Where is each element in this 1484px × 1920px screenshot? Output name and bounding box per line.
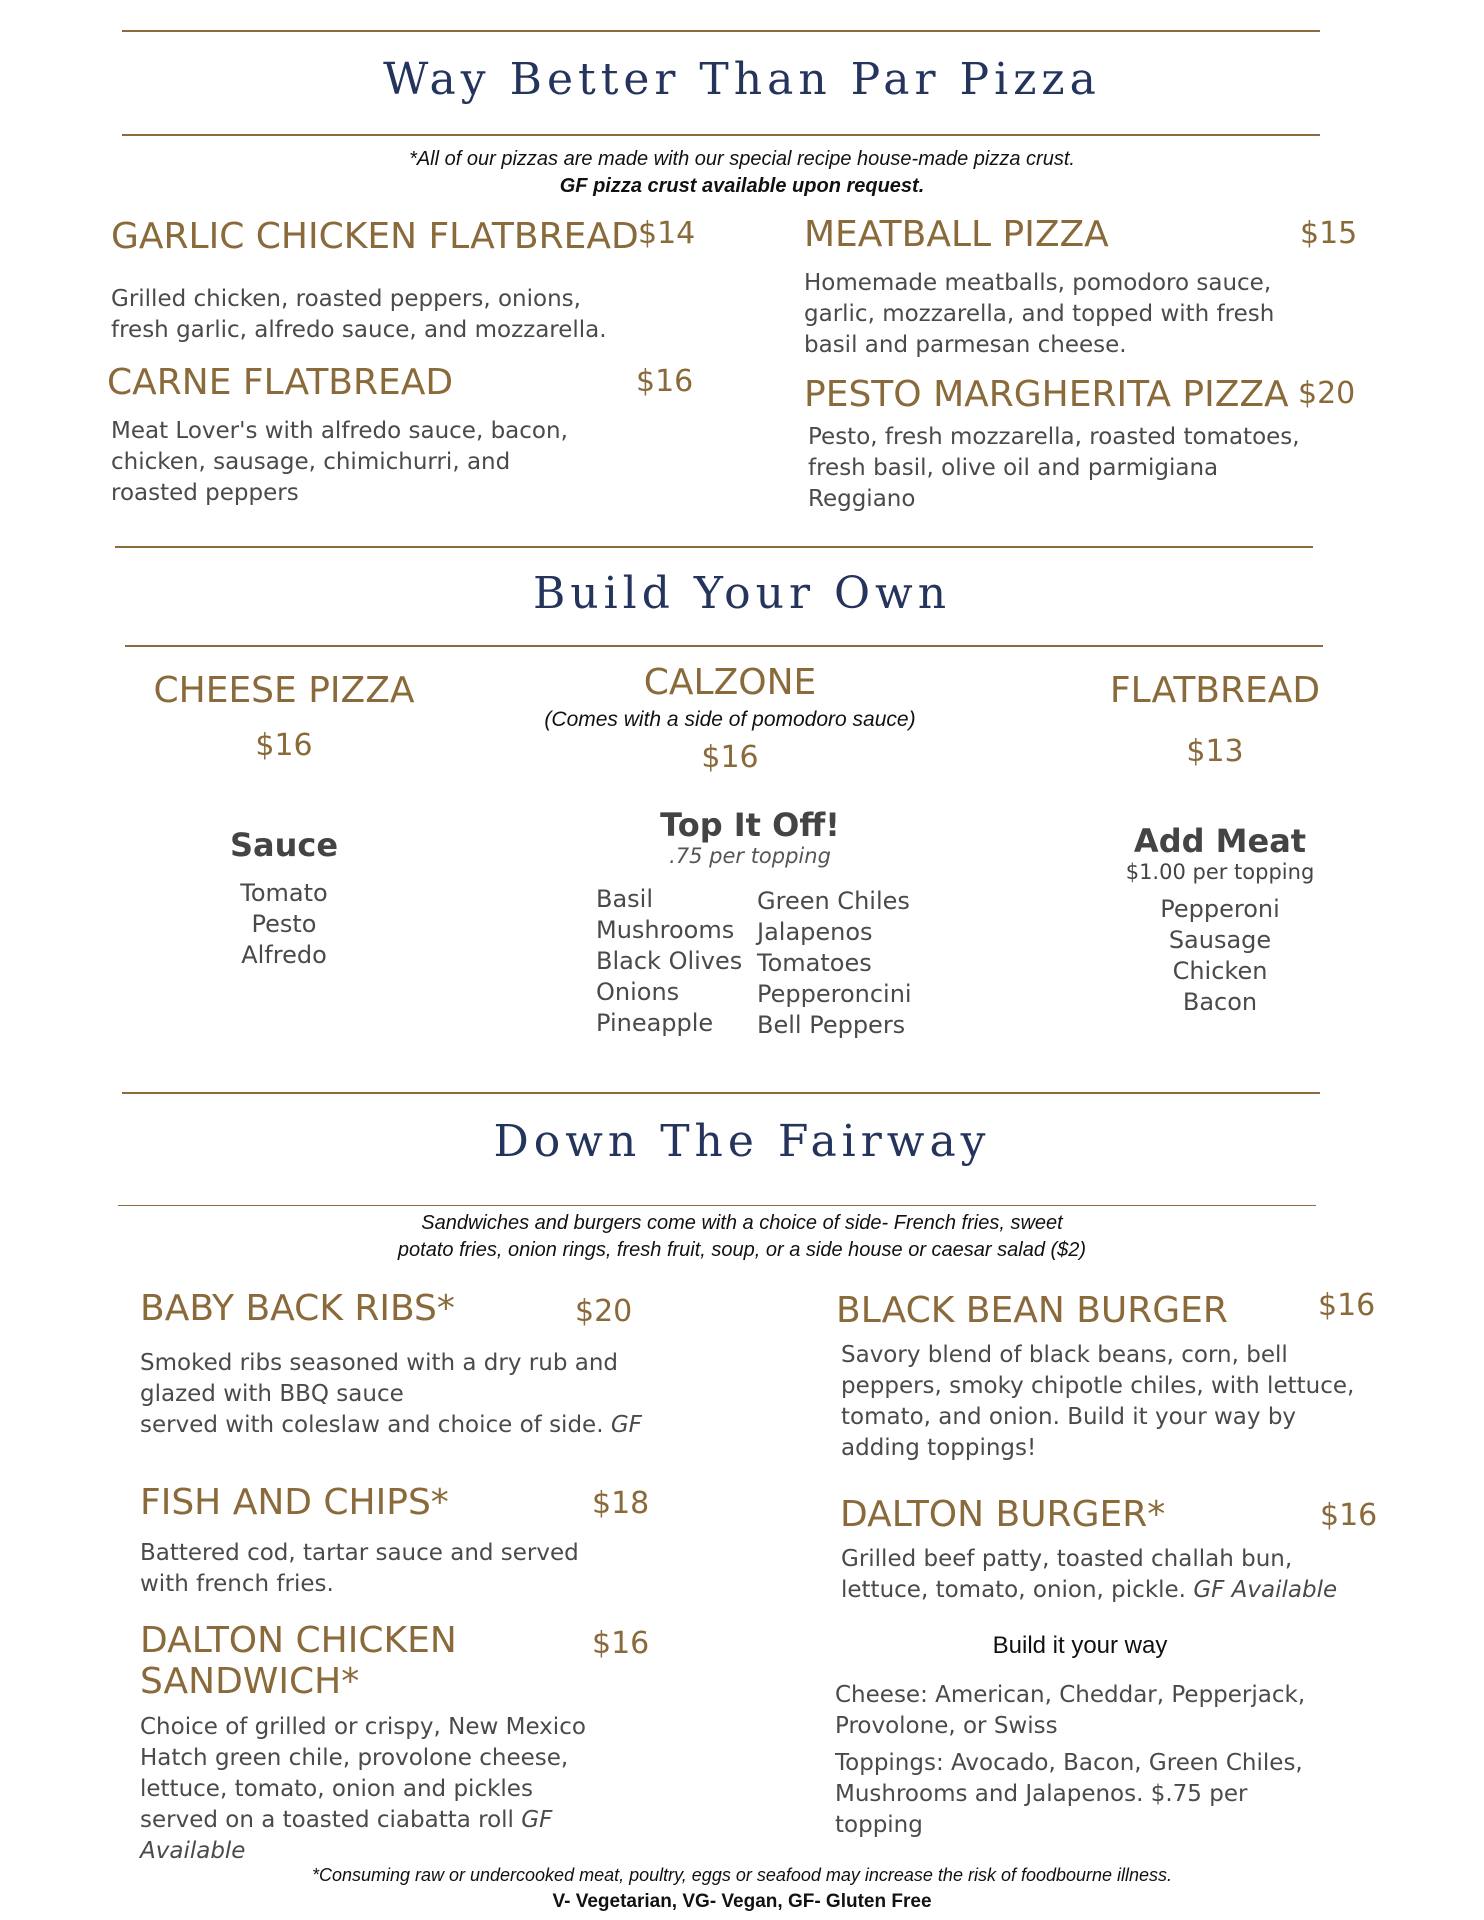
calzone-block [500, 662, 960, 776]
calzone-price: $16 [701, 740, 759, 775]
dalton-gf-tag: GF Available [1193, 1577, 1338, 1603]
garlic-chicken-flatbread-desc: Grilled chicken, roasted peppers, onions, fresh garlic, alfredo sauce, and mozzarella. [111, 286, 607, 343]
chicken-desc-text: Choice of grilled or crispy, New Mexico Hatch green chile, provolone cheese, lettuce, tomato, onion and pickles served on a toasted ciabatta roll [140, 1714, 586, 1833]
calzone-name: CALZONE [643, 662, 817, 703]
meatball-pizza-name: MEATBALL PIZZA [804, 214, 1109, 255]
ribs-gf-tag: GF [610, 1412, 642, 1438]
meat-option: Chicken [1172, 957, 1268, 985]
pesto-margherita-name: PESTO MARGHERITA PIZZA [804, 374, 1289, 415]
fish-and-chips-desc: Battered cod, tartar sauce and served with french fries. [140, 1540, 579, 1597]
pizza-crust-note [0, 146, 1484, 200]
meat-option: Sausage [1168, 926, 1272, 954]
dalton-chicken-sandwich-name [140, 1620, 457, 1702]
black-bean-burger-desc: Savory blend of black beans, corn, bell peppers, smoky chipotle chiles, with lettuce, tomato, and onion. Build it your way by adding toppings! [841, 1342, 1355, 1461]
sauce-option: Tomato [240, 879, 328, 907]
top-divider [122, 30, 1320, 32]
warning-text: *Consuming raw or undercooked meat, poultry, eggs or seafood may increase the risk of foodbourne illness. [311, 1865, 1173, 1885]
byo-divider-bottom [125, 645, 1323, 647]
meat-list [1090, 894, 1350, 1018]
sauce-option: Alfredo [241, 941, 327, 969]
baby-back-ribs-price: $20 [575, 1294, 633, 1329]
gf-crust-note: GF pizza crust available upon request. [559, 175, 925, 197]
dalton-burger-desc [841, 1544, 1351, 1606]
pesto-margherita-desc: Pesto, fresh mozzarella, roasted tomatoes, fresh basil, olive oil and parmigiana Reggiano [808, 424, 1300, 512]
side-choice-note [0, 1210, 1484, 1264]
topping-item: Onions [596, 978, 680, 1006]
byo-divider-top [115, 546, 1313, 548]
toppings-column-1 [596, 884, 742, 1039]
sauce-title: Sauce [229, 826, 339, 864]
baby-back-ribs-name: BABY BACK RIBS* [140, 1288, 455, 1329]
black-bean-burger-price: $16 [1318, 1288, 1376, 1323]
diet-legend [0, 1888, 1484, 1915]
dalton-chicken-sandwich-price: $16 [592, 1626, 650, 1661]
dalton-burger-desc-text: Grilled beef patty, toasted challah bun, lettuce, tomato, onion, pickle. [841, 1546, 1293, 1603]
toppings-heading [590, 806, 910, 868]
build-cheese-options: Cheese: American, Cheddar, Pepperjack, Provolone, or Swiss [835, 1682, 1306, 1739]
carne-flatbread-name: CARNE FLATBREAD [107, 362, 454, 403]
flatbread-block [1045, 670, 1385, 770]
ribs-desc-text: served with coleslaw and choice of side. [140, 1412, 604, 1438]
dalton-burger-price: $16 [1320, 1498, 1378, 1533]
meat-price-note: $1.00 per topping [1125, 860, 1315, 884]
dalton-chicken-sandwich-desc [140, 1712, 610, 1867]
build-topping-options: Toppings: Avocado, Bacon, Green Chiles, Mushrooms and Jalapenos. $.75 per topping [835, 1750, 1303, 1838]
calzone-note: (Comes with a side of pomodoro sauce) [544, 708, 916, 731]
flatbread-name: FLATBREAD [1109, 670, 1321, 711]
pizza-section-title: Way Better Than Par Pizza [383, 54, 1101, 105]
topping-item: Bell Peppers [757, 1011, 906, 1039]
build-your-way-title: Build it your way [992, 1632, 1168, 1659]
cheese-pizza-name: CHEESE PIZZA [153, 670, 415, 711]
pizza-title-divider [122, 134, 1320, 136]
topping-item: Pepperoncini [757, 980, 912, 1008]
legend-text: V- Vegetarian, VG- Vegan, GF- Gluten Free [552, 1891, 932, 1912]
fish-and-chips-price: $18 [592, 1486, 650, 1521]
carne-flatbread-desc: Meat Lover's with alfredo sauce, bacon, chicken, sausage, chimichurri, and roasted peppers [111, 418, 568, 506]
topping-item: Mushrooms [596, 916, 735, 944]
fairway-divider-bottom [118, 1205, 1316, 1206]
black-bean-burger-name: BLACK BEAN BURGER [836, 1290, 1228, 1331]
crust-note-line: *All of our pizzas are made with our special recipe house-made pizza crust. [409, 148, 1075, 170]
topping-item: Black Olives [596, 947, 743, 975]
chicken-gf-tag: GF Available [140, 1807, 553, 1864]
chicken-name-line: SANDWICH* [140, 1661, 360, 1702]
fairway-section-title: Down The Fairway [493, 1116, 991, 1167]
ribs-desc-line [140, 1410, 680, 1441]
meat-block [1090, 822, 1350, 1018]
sauce-block [184, 826, 384, 971]
pesto-margherita-price: $20 [1298, 376, 1356, 411]
carne-flatbread-price: $16 [636, 364, 694, 399]
cheese-pizza-price: $16 [255, 728, 313, 763]
sauce-option: Pesto [251, 910, 317, 938]
side-note-line-1: Sandwiches and burgers come with a choice of side- French fries, sweet [421, 1212, 1063, 1234]
meat-option: Bacon [1182, 988, 1258, 1016]
topping-item: Basil [596, 885, 654, 913]
garlic-chicken-flatbread-price: $14 [638, 216, 696, 251]
toppings-price-note: .75 per topping [669, 844, 831, 868]
dalton-burger-name: DALTON BURGER* [840, 1494, 1166, 1535]
meat-title: Add Meat [1133, 822, 1307, 860]
food-safety-warning [0, 1862, 1484, 1889]
sauce-list [184, 878, 384, 971]
cheese-pizza-block [124, 670, 444, 764]
topping-item: Jalapenos [757, 918, 873, 946]
fish-and-chips-name: FISH AND CHIPS* [140, 1482, 449, 1523]
baby-back-ribs-desc [140, 1348, 680, 1441]
topping-item: Pineapple [596, 1009, 714, 1037]
toppings-title: Top It Off! [660, 806, 840, 844]
chicken-name-line: DALTON CHICKEN [140, 1620, 457, 1661]
meat-option: Pepperoni [1160, 895, 1280, 923]
ribs-desc-line: Smoked ribs seasoned with a dry rub and [140, 1350, 619, 1376]
fairway-divider-top [122, 1092, 1320, 1094]
topping-item: Green Chiles [757, 887, 910, 915]
garlic-chicken-flatbread-name: GARLIC CHICKEN FLATBREAD [111, 216, 639, 257]
byo-section-title: Build Your Own [532, 568, 952, 619]
toppings-column-2 [757, 886, 912, 1041]
side-note-line-2: potato fries, onion rings, fresh fruit, soup, or a side house or caesar salad ($2) [397, 1239, 1087, 1261]
meatball-pizza-price: $15 [1300, 216, 1358, 251]
topping-item: Tomatoes [757, 949, 872, 977]
meatball-pizza-desc: Homemade meatballs, pomodoro sauce, garlic, mozzarella, and topped with fresh basil and parmesan cheese. [804, 270, 1275, 358]
ribs-desc-line: glazed with BBQ sauce [140, 1381, 404, 1407]
flatbread-price: $13 [1186, 734, 1244, 769]
